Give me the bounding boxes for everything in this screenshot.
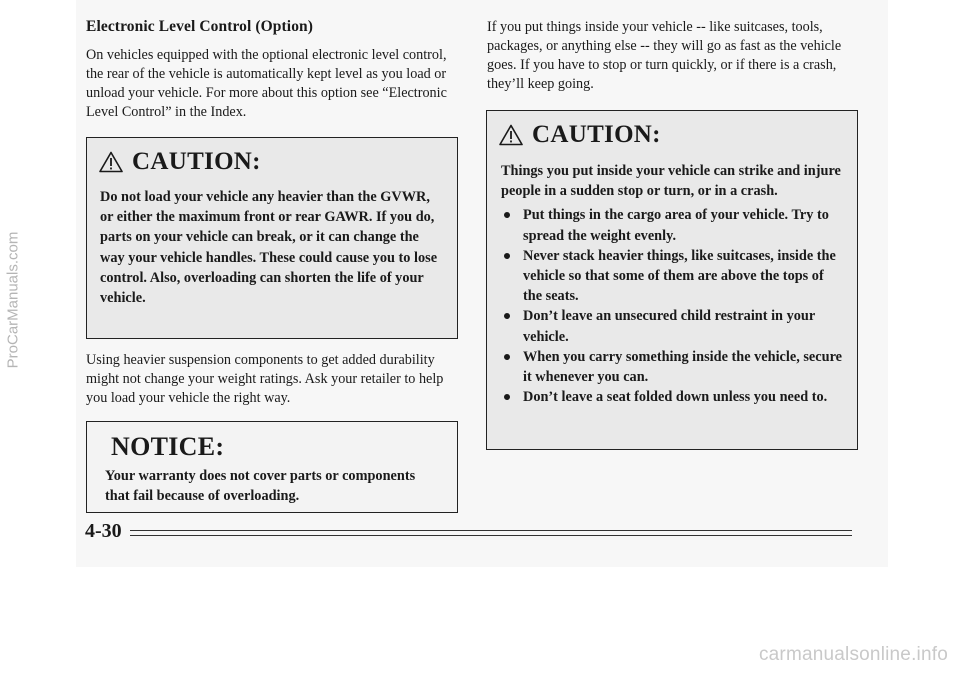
page-number: 4-30 [85,520,122,542]
bullet-icon [504,212,510,218]
caution-heading-right [499,121,661,149]
caution-heading-text: CAUTION: [532,121,661,148]
list-item: When you carry something inside the vehicle, secure it whenever you can. [501,347,846,387]
warning-triangle-icon [99,151,123,173]
notice-box [86,421,458,513]
footer-rule-top [130,530,852,531]
caution-heading-text: CAUTION: [132,148,261,175]
right-column [487,18,862,94]
intro-paragraph: On vehicles equipped with the optional electronic level control, the rear of the vehicle is automatically kept level as you load or unload your vehicle. For more about this option see “Electronic Level Control” in the Index. [86,47,447,120]
bullet-icon [504,394,510,400]
caution-text-left: Do not load your vehicle any heavier than the GVWR, or either the maximum front or rear GAWR. If you do, parts on your vehicle can break, or it can change the way your vehicle handles. These could cause you to lose control. Also, overloading can shorten the life of your vehicle. [100,189,438,307]
bullet-icon [504,354,510,360]
list-item: Put things in the cargo area of your vehicle. Try to spread the weight evenly. [501,205,846,245]
footer-rule-bottom [130,535,852,536]
warning-triangle-icon [499,124,523,146]
caution-bullet-list [501,205,846,407]
caution-box-left [86,137,458,339]
section-title: Electronic Level Control (Option) [86,18,314,35]
list-item: Don’t leave an unsecured child restraint in your vehicle. [501,306,846,346]
list-item: Don’t leave a seat folded down unless you need to. [501,387,846,407]
left-column-lower [86,351,464,408]
side-watermark: ProCarManuals.com [4,231,22,369]
list-item: Never stack heavier things, like suitcases, inside the vehicle so that some of them are above the tops of the seats. [501,246,846,307]
caution-body-right [501,161,846,407]
notice-heading: NOTICE: [111,432,225,461]
left-column [86,18,464,122]
bullet-icon [504,253,510,259]
caution-box-right [486,110,858,450]
caution-heading-left [99,148,261,176]
bottom-watermark: carmanualsonline.info [758,644,948,665]
bullet-icon [504,313,510,319]
suspension-paragraph: Using heavier suspension components to get added durability might not change your weight ratings. Ask your retailer to help you load your vehicle the right way. [86,352,444,406]
notice-text: Your warranty does not cover parts or components that fail because of overloading. [105,468,416,505]
caution-lead-text: Things you put inside your vehicle can strike and injure people in a sudden stop or turn, or in a crash. [501,163,841,200]
right-intro-paragraph: If you put things inside your vehicle -- like suitcases, tools, packages, or anything else -- they will go as fast as the vehicle goes. If you have to stop or turn quickly, or if there is a crash, they’ll keep going. [487,19,842,92]
